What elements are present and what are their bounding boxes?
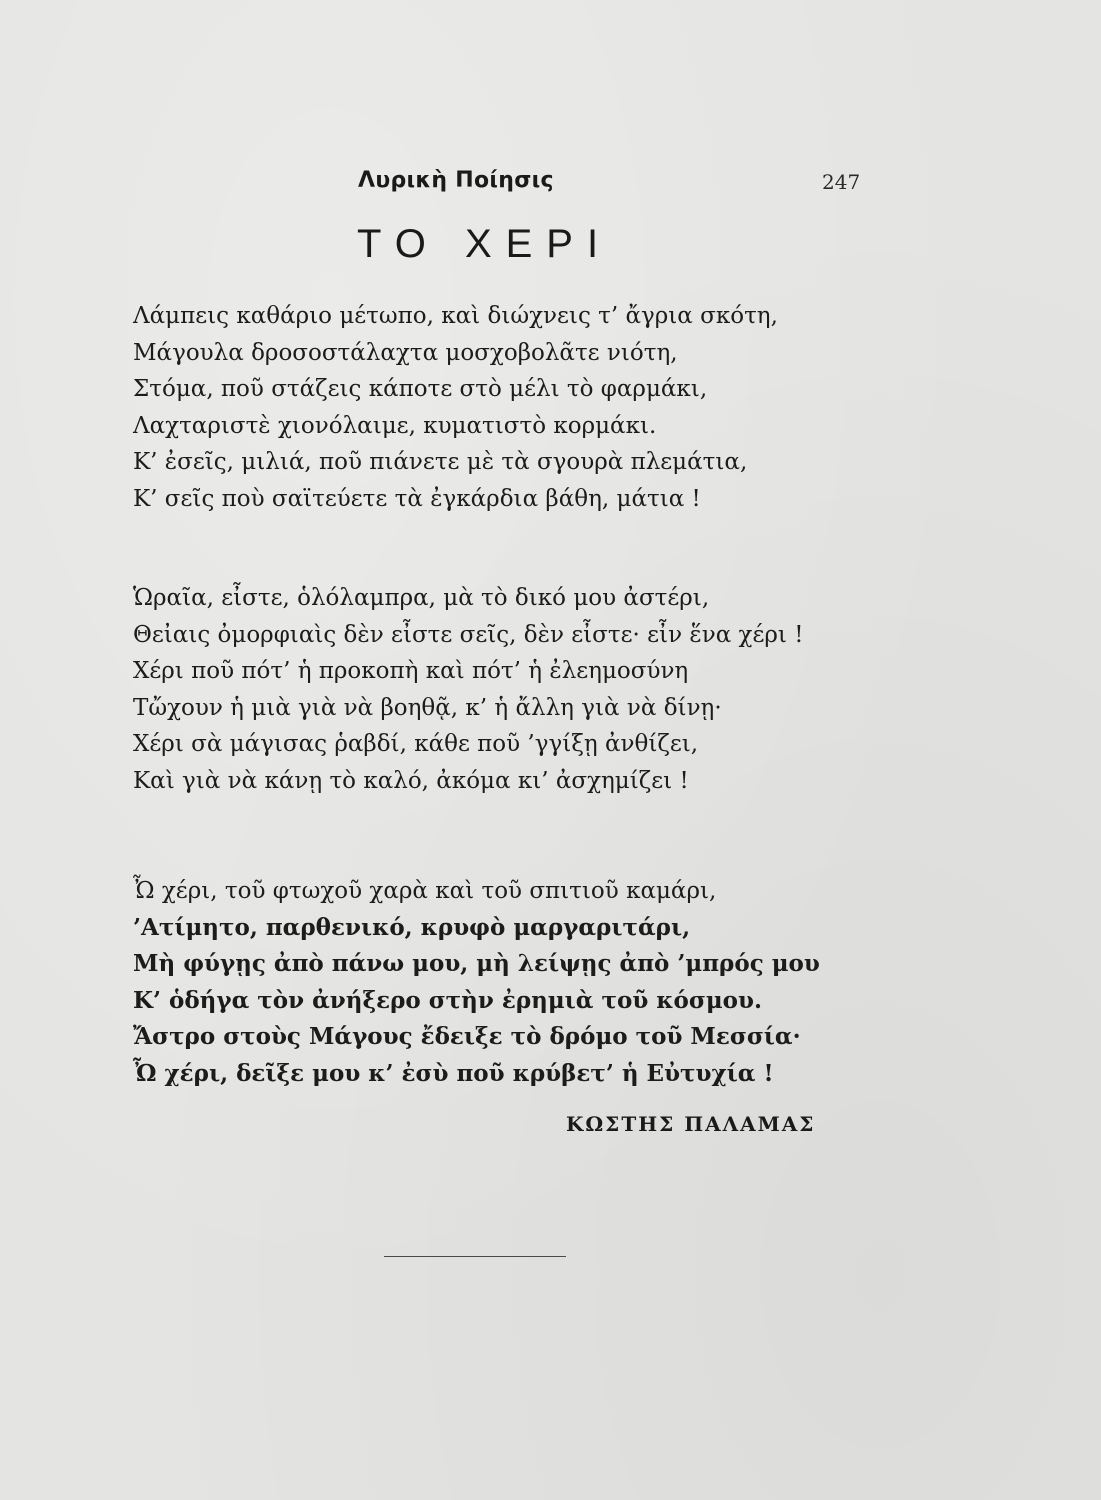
page-number: 247 [822,170,861,194]
poem-line: Κ’ ὁδήγα τὸν ἀνήξερο στὴν ἐρημιὰ τοῦ κόσμου. [133,986,762,1014]
poem-line: Ὦ χέρι, δεῖξε μου κ’ ἐσὺ ποῦ κρύβετ’ ἡ Εὐτυχία ! [133,1059,774,1087]
poem-line: Χέρι ποῦ πότ’ ἡ προκοπὴ καὶ πότ’ ἡ ἐλεημοσύνη [133,658,689,684]
poem-line: Μὴ φύγῃς ἀπὸ πάνω μου, μὴ λείψῃς ἀπὸ ’μπρός μου [133,950,820,977]
end-divider [384,1256,566,1257]
poem-line: Κ’ ἐσεῖς, μιλιά, ποῦ πιάνετε μὲ τὰ σγουρὰ πλεμάτια, [133,449,748,475]
poem-line: Λάμπεις καθάριο μέτωπο, καὶ διώχνεις τ’ ἄγρια σκότη, [133,303,778,329]
poem-line: Καὶ γιὰ νὰ κάνῃ τὸ καλό, ἀκόμα κι’ ἀσχημίζει ! [133,767,689,794]
stanza-1 [133,298,778,517]
poem-line: Τὤχουν ἡ μιὰ γιὰ νὰ βοηθᾷ, κ’ ἡ ἄλλη γιὰ νὰ δίνῃ· [133,694,722,721]
poem-line: Λαχταριστὲ χιονόλαιμε, κυματιστὸ κορμάκι. [133,412,657,439]
poem-line: Ὡραῖα, εἶστε, ὁλόλαμπρα, μὰ τὸ δικό μου ἀστέρι, [133,585,710,611]
poem-line: Θεἰαις ὀμορφιαὶς δὲν εἶστε σεῖς, δὲν εἶστε· εἶν ἕνα χέρι ! [133,621,804,648]
poem-line: Κ’ σεῖς ποὺ σαϊτεύετε τὰ ἐγκάρδια βάθη, μάτια ! [133,485,701,512]
poem-line: Ὦ χέρι, τοῦ φτωχοῦ χαρὰ καὶ τοῦ σπιτιοῦ καμάρι, [133,878,717,904]
poem-line: Στόμα, ποῦ στάζεις κάποτε στὸ μέλι τὸ φαρμάκι, [133,376,708,402]
poem-line: Χέρι σὰ μάγισας ῥαβδί, κάθε ποῦ ’γγίξῃ ἀνθίζει, [133,731,699,757]
poem-line: ’Ατίμητο, παρθενικό, κρυφὸ μαργαριτάρι, [133,913,691,941]
poem-line: Μάγουλα δροσοστάλαχτα μοσχοβολᾶτε νιότη, [133,339,678,366]
stanza-3 [133,873,820,1092]
poem-line: Ἄστρο στοὺς Μάγους ἔδειξε τὸ δρόμο τοῦ Μεσσία· [133,1023,801,1050]
running-head-section-title: Λυρικὴ Ποίησις [358,168,554,193]
stanza-2 [133,580,803,799]
author-signature: ΚΩΣΤΗΣ ΠΑΛΑΜΑΣ [566,1112,816,1136]
poem-title: ΤΟ ΧΕΡΙ [357,222,613,266]
